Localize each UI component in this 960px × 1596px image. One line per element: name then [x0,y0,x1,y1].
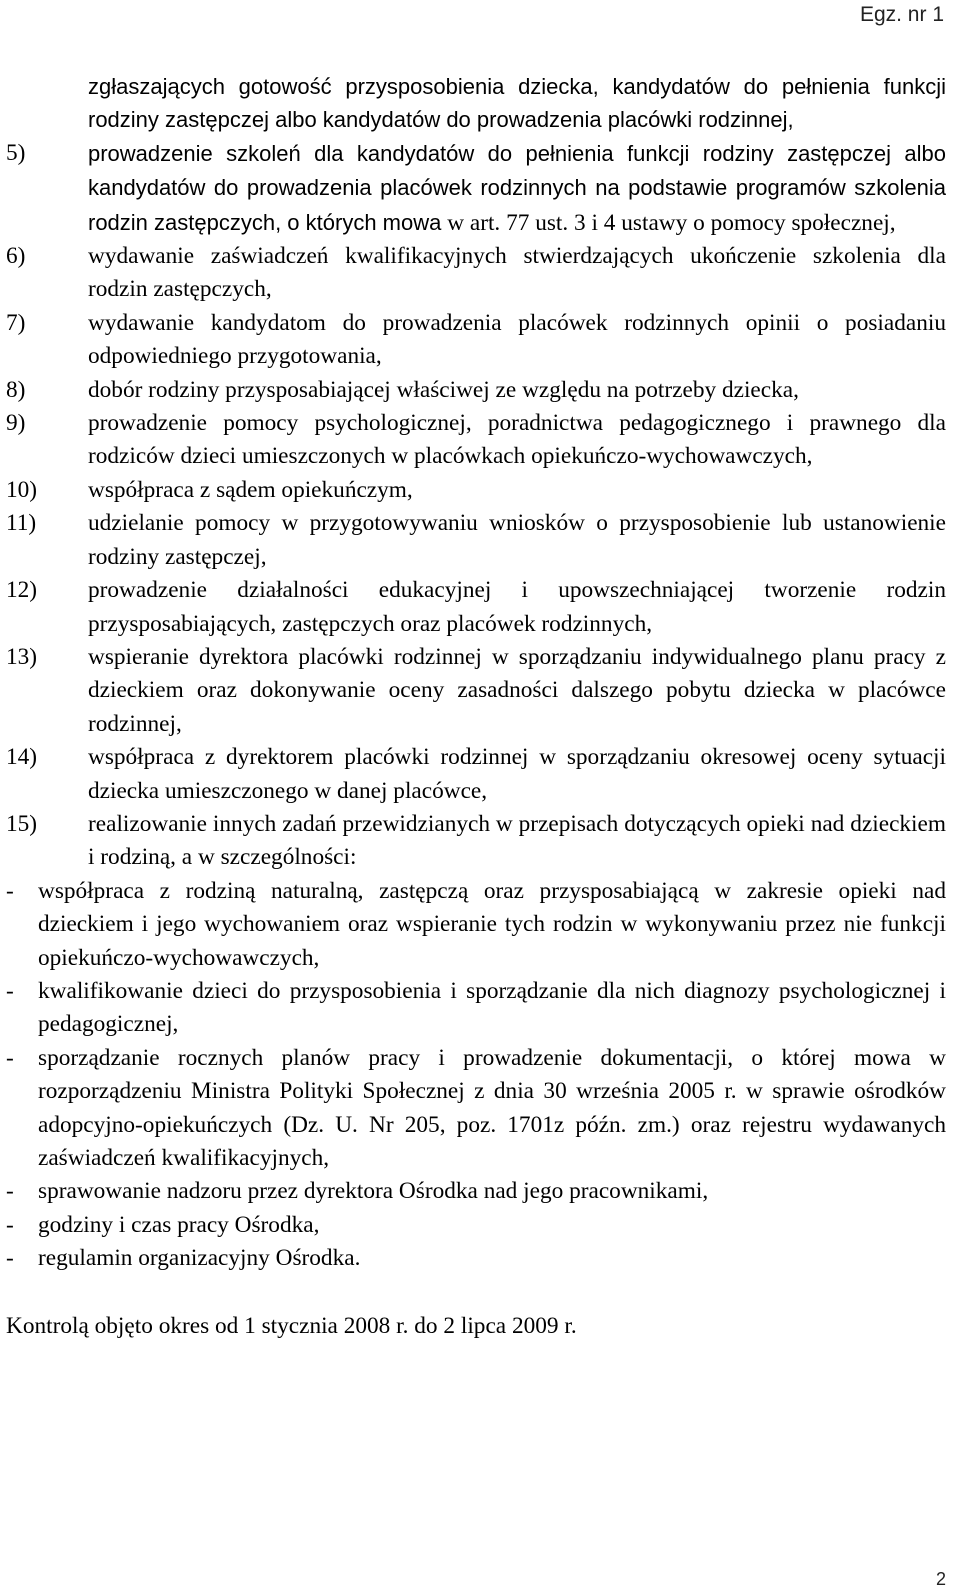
dash-item-5 [6,1209,946,1242]
dash-item-text: kwalifikowanie dzieci do przysposobienia i sporządzanie dla nich diagnozy psychologicznej i pedagogicznej, [38,977,946,1038]
dash-mark: - [6,1245,14,1272]
document-body [6,70,946,1343]
dash-item-text: sprawowanie nadzoru przez dyrektora Ośrodka nad jego pracownikami, [38,1178,709,1205]
dash-mark: - [6,877,14,904]
list-item-number: 12) [6,577,38,604]
list-item-12 [6,574,946,641]
list-item-text: współpraca z dyrektorem placówki rodzinnej w sporządzaniu okresowej oceny sytuacji dziecka umieszczonego w danej placówce, [88,744,946,804]
list-item-10 [6,474,946,507]
dash-item-4 [6,1175,946,1208]
list-item-14 [6,741,946,808]
dash-item-3 [6,1042,946,1176]
list-item-text: realizowanie innych zadań przewidzianych w przepisach dotyczących opieki nad dzieckiem i rodziną, a w szczególności: [88,810,946,871]
spacer [6,1276,946,1310]
page-number: 2 [935,1569,946,1589]
list-item-text: wydawanie kandydatom do prowadzenia placówek rodzinnych opinii o posiadaniu odpowiedniego przygotowania, [88,309,946,370]
list-item-text: współpraca z sądem opiekuńczym, [88,476,413,503]
list-item-9 [6,407,946,474]
list-item-text: w art. 77 ust. 3 i 4 ustawy o pomocy społecznej, [447,209,896,236]
list-item-text: dobór rodziny przysposabiającej właściwej ze względu na potrzeby dziecka, [88,376,799,403]
list-item-text: udzielanie pomocy w przygotowywaniu wniosków o przysposobienie lub ustanowienie rodziny zastępczej, [88,510,946,570]
list-item-number: 10) [6,476,38,503]
list-item-text: prowadzenie działalności edukacyjnej i upowszechniającej tworzenie rodzin przysposabiających, zastępczych oraz placówek rodzinnych, [88,577,946,637]
dash-mark: - [6,1211,14,1238]
list-item-number: 15) [6,810,38,837]
list-item-11 [6,507,946,574]
list-item-15 [6,808,946,875]
list-item-6 [6,240,946,307]
list-item-text: prowadzenie pomocy psychologicznej, poradnictwa pedagogicznego i prawnego dla rodziców dzieci umieszczonych w placówkach opiekuńczo-wychowawczych, [88,410,946,470]
list-item-13 [6,641,946,741]
list-item-number: 7) [6,309,26,336]
dash-item-text: współpraca z rodziną naturalną, zastępczą oraz przysposabiającą w zakresie opieki nad dzieckiem i jego wychowaniem oraz wspieranie tych rodzin w wykonywaniu przez nie funkcji opiekuńczo-wychowawczych, [38,877,946,971]
dash-item-1 [6,875,946,975]
list-item-number: 6) [6,243,26,270]
list-item-number: 14) [6,744,38,771]
dash-mark: - [6,1178,14,1205]
list-item-7 [6,307,946,374]
list-item-8 [6,374,946,407]
list-item-number: 13) [6,643,38,670]
dash-item-text: sporządzanie rocznych planów pracy i prowadzenie dokumentacji, o której mowa w rozporządzeniu Ministra Polityki Społecznej z dnia 30 września 2005 r. w sprawie ośrodków adopcyjno-opiekuńczych (Dz. U. Nr 205, poz. 1701z późn. zm.) oraz rejestru wydawanych zaświadczeń kwalifikacyjnych, [38,1044,946,1171]
list-item-number: 8) [6,376,26,403]
dash-item-2 [6,975,946,1042]
list-item-5 [6,137,946,240]
list-item-number: 9) [6,410,26,437]
dash-item-text: regulamin organizacyjny Ośrodka. [38,1245,361,1272]
dash-mark: - [6,1044,14,1071]
copy-number-label: Egz. nr 1 [859,3,944,26]
dash-item-6 [6,1242,946,1275]
intro-paragraph: zgłaszających gotowość przysposobienia dziecka, kandydatów do pełnienia funkcji rodziny zastępczej albo kandydatów do prowadzenia placówki rodzinnej, [88,74,946,133]
control-period-statement: Kontrolą objęto okres od 1 stycznia 2008 r. do 2 lipca 2009 r. [6,1312,577,1339]
list-item-text: wydawanie zaświadczeń kwalifikacyjnych stwierdzających ukończenie szkolenia dla rodzin zastępczych, [88,243,946,303]
list-item-text: wspieranie dyrektora placówki rodzinnej w sporządzaniu indywidualnego planu pracy z dzieckiem oraz dokonywanie oceny zasadności dalszego pobytu dziecka w placówce rodzinnej, [88,643,946,737]
dash-item-text: godziny i czas pracy Ośrodka, [38,1211,320,1238]
dash-mark: - [6,977,14,1004]
list-item-number: 11) [6,510,37,537]
list-item-text-sans: prowadzenie szkoleń dla kandydatów do pełnienia funkcji rodziny zastępczej albo kandydatów do prowadzenia placówek rodzinnych na podstawie programów szkolenia rodzin zastępczych, o których mowa [88,140,946,235]
list-item-number: 5) [6,139,26,166]
